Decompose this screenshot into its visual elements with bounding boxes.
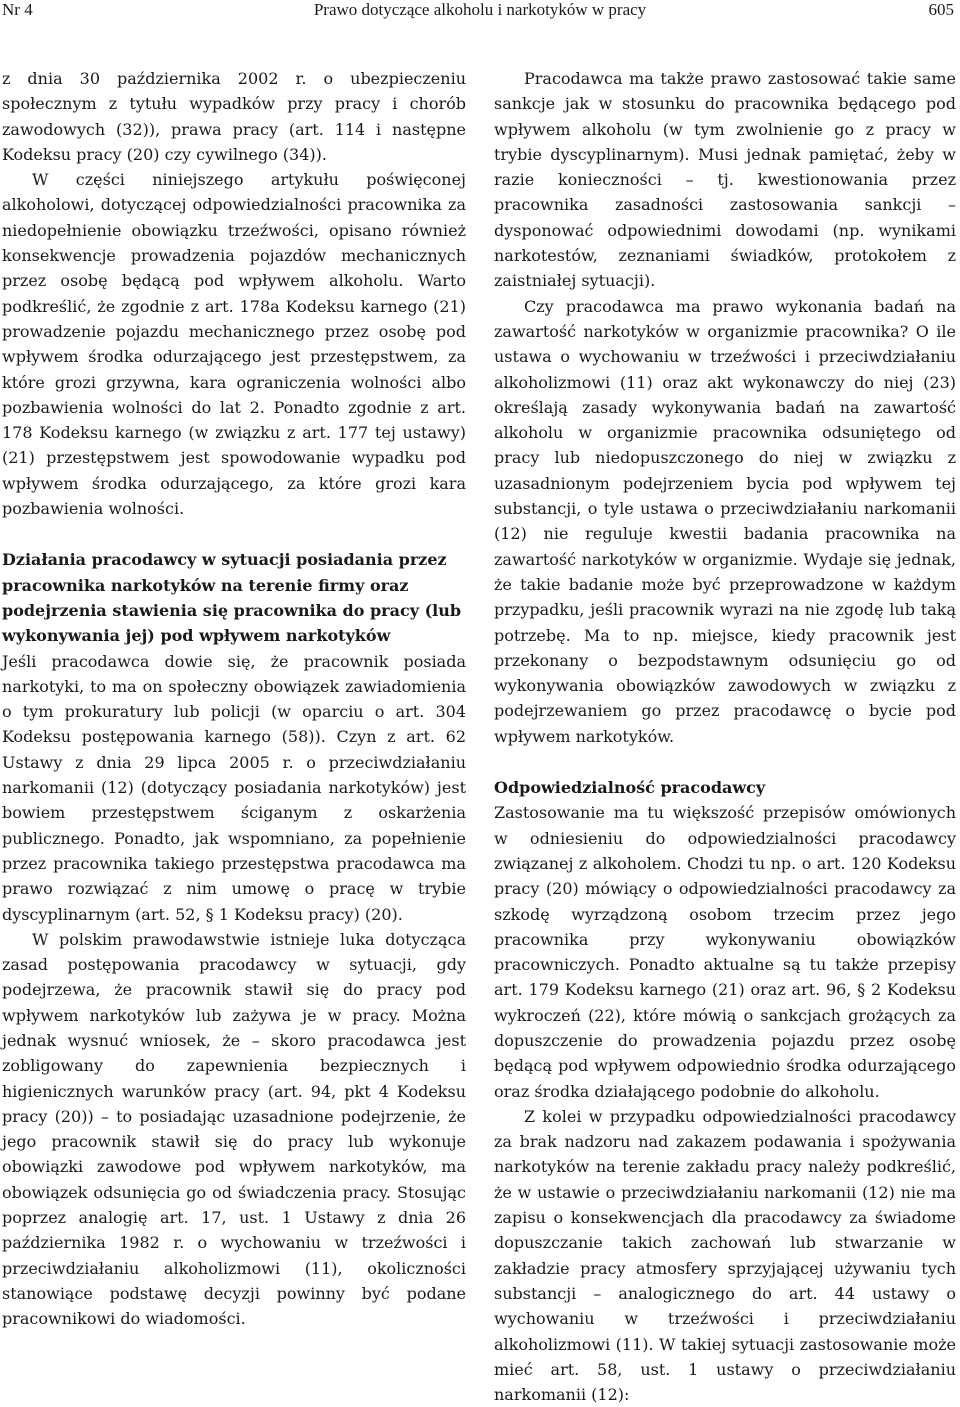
- section-gap: [2, 521, 466, 547]
- paragraph: Jeśli pracodawca dowie się, że pracownik posiada narkotyki, to ma on społeczny obowiązek zawiadomienia o tym prokuratury lub policji (w oparciu o art. 304 Kodeksu postępowania karnego (58)). Czyn z art. 62 Ustawy z dnia 29 lipca 2005 r. o przeciwdziałaniu narkomanii (12) (dotyczący posiadania narkotyków) jest bowiem przestępstwem ściganym z oskarżenia publicznego. Ponadto, jak wspomniano, za popełnienie przez pracownika takiego przestępstwa pracodawca ma prawo rozwiązać z nim umowę o pracę w trybie dyscyplinarnym (art. 52, § 1 Kodeksu pracy) (20).: [2, 651, 466, 924]
- paragraph: Pracodawca ma także prawo zastosować takie same sankcje jak w stosunku do pracownika będącego pod wpływem alkoholu (w tym zwolnienie go z pracy w trybie dyscyplinarnym). Musi jednak pamiętać, żeby w razie konieczności – tj. kwestionowania przez pracownika zasadności zastosowania sankcji – dysponować odpowiednimi dowodami (np. wynikami narkotestów, zeznaniami świadków, protokołem z zaistniałej sytuacji).: [494, 69, 956, 291]
- paragraph: Zastosowanie ma tu większość przepisów omówionych w odniesieniu do odpowiedzialności pracodawcy związanej z alkoholem. Chodzi tu np. o art. 120 Kodeksu pracy (20) mówiący o odpowiedzialności pracodawcy za szkodę wyrządzoną osobom trzecim przez jego pracownika przy wykonywaniu obowiązków pracowniczych. Ponadto aktualne są tu także przepisy art. 179 Kodeksu karnego (21) oraz art. 96, § 2 Kodeksu wykroczeń (22), które mówią o sankcjach grożących za dopuszczenie do prowadzenia pojazdu przez osobę będącą pod wpływem odpowiednio środka odurzającego oraz środka działającego podobnie do alkoholu.: [494, 803, 956, 1101]
- paragraph: W części niniejszego artykułu poświęconej alkoholowi, dotyczącej odpowiedzialności pracownika za niedopełnienie obowiązku trzeźwości, opisano również konsekwencje prowadzenia pojazdów mechanicznych przez osobę będącą pod wpływem alkoholu. Warto podkreślić, że zgodnie z art. 178a Kodeksu karnego (21) prowadzenie pojazdu mechanicznego przez osobę pod wpływem środka odurzającego jest przestępstwem, za które grozi grzywna, kara ograniczenia wolności albo pozbawienia wolności do lat 2. Ponadto zgodnie z art. 178 Kodeksu karnego (w związku z art. 177 tej ustawy) (21) przestępstwem jest spowodowanie wypadku pod wpływem środka odurzającego, za które grozi kara pozbawienia wolności.: [2, 170, 466, 519]
- section-heading: Działania pracodawcy w sytuacji posiadania przez pracownika narkotyków na terenie firmy oraz podejrzenia stawienia się pracownika do pracy (lub wykonywania jej) pod wpływem narkotyków: [2, 550, 462, 646]
- right-column: [494, 66, 956, 1407]
- paragraph: Czy pracodawca ma prawo wykonania badań na zawartość narkotyków w organizmie pracownika? O ile ustawa o wychowaniu w trzeźwości i przeciwdziałaniu alkoholizmowi (11) oraz akt wykonawczy do niej (23) określają zasady wykonywania badań na zawartość alkoholu w organizmie pracownika odsuniętego od pracy lub niedopuszczonego do niej w związku z uzasadnionym podejrzeniem bycia pod wpływem tej substancji, o tyle ustawa o przeciwdziałaniu narkomanii (12) nie reguluje kwestii badania pracownika na zawartość narkotyków w organizmie. Wydaje się jednak, że takie badanie może być przeprowadzone w każdym przypadku, jeśli pracownik wyrazi na nie zgodę lub taką potrzebę. Ma to np. miejsce, kiedy pracownik jest przekonany o bezpodstawnym odsunięciu go od wykonywania obowiązków zawodowych w związku z podejrzewaniem go przez pracodawcę o bycie pod wpływem narkotyków.: [494, 296, 956, 746]
- paragraph: W polskim prawodawstwie istnieje luka dotycząca zasad postępowania pracodawcy w sytuacji, gdy podejrzewa, że pracownik stawił się do pracy pod wpływem narkotyków lub zażywa je w pracy. Można jednak wysnuć wniosek, że – skoro pracodawca jest zobligowany do zapewnienia bezpiecznych i higienicznych warunków pracy (art. 94, pkt 4 Kodeksu pracy (20)) – to posiadając uzasadnione podejrzenie, że jego pracownik stawił się do pracy lub wykonuje obowiązki zawodowe pod wpływem narkotyków, ma obowiązek odsunięcia go od świadczenia pracy. Stosując poprzez analogię art. 17, ust. 1 Ustawy z dnia 26 października 1982 r. o wychowaniu w trzeźwości i przeciwdziałaniu alkoholizmowi (11), okoliczności stanowiące podstawę decyzji powinny być podane pracownikowi do wiadomości.: [2, 929, 466, 1329]
- paragraph: Z kolei w przypadku odpowiedzialności pracodawcy za brak nadzoru nad zakazem podawania i spożywania narkotyków na terenie zakładu pracy należy podkreślić, że w ustawie o przeciwdziałaniu narkomanii (12) nie ma zapisu o konsekwencjach dla pracodawcy za świadome dopuszczanie takich zachowań lub stwarzanie w zakładzie pracy atmosfery sprzyjającej używaniu tych substancji – analogicznego do art. 44 ustawy o wychowaniu w trzeźwości i przeciwdziałaniu alkoholizmowi (11). W takiej sytuacji zastosowanie może mieć art. 58, ust. 1 ustawy o przeciwdziałaniu narkomanii (12):: [494, 1106, 956, 1405]
- running-title: Prawo dotyczące alkoholu i narkotyków w pracy: [313, 0, 647, 19]
- paragraph: z dnia 30 października 2002 r. o ubezpieczeniu społecznym z tytułu wypadków przy pracy i chorób zawodowych (32)), prawa pracy (art. 114 i następne Kodeksu pracy (20) czy cywilnego (34)).: [2, 69, 466, 164]
- page-number: 605: [928, 0, 954, 19]
- issue-number: Nr 4: [2, 0, 33, 19]
- section-gap: [494, 749, 956, 775]
- section-heading: Odpowiedzialność pracodawcy: [494, 778, 766, 798]
- left-column: [2, 66, 466, 1332]
- running-header: [0, 0, 960, 32]
